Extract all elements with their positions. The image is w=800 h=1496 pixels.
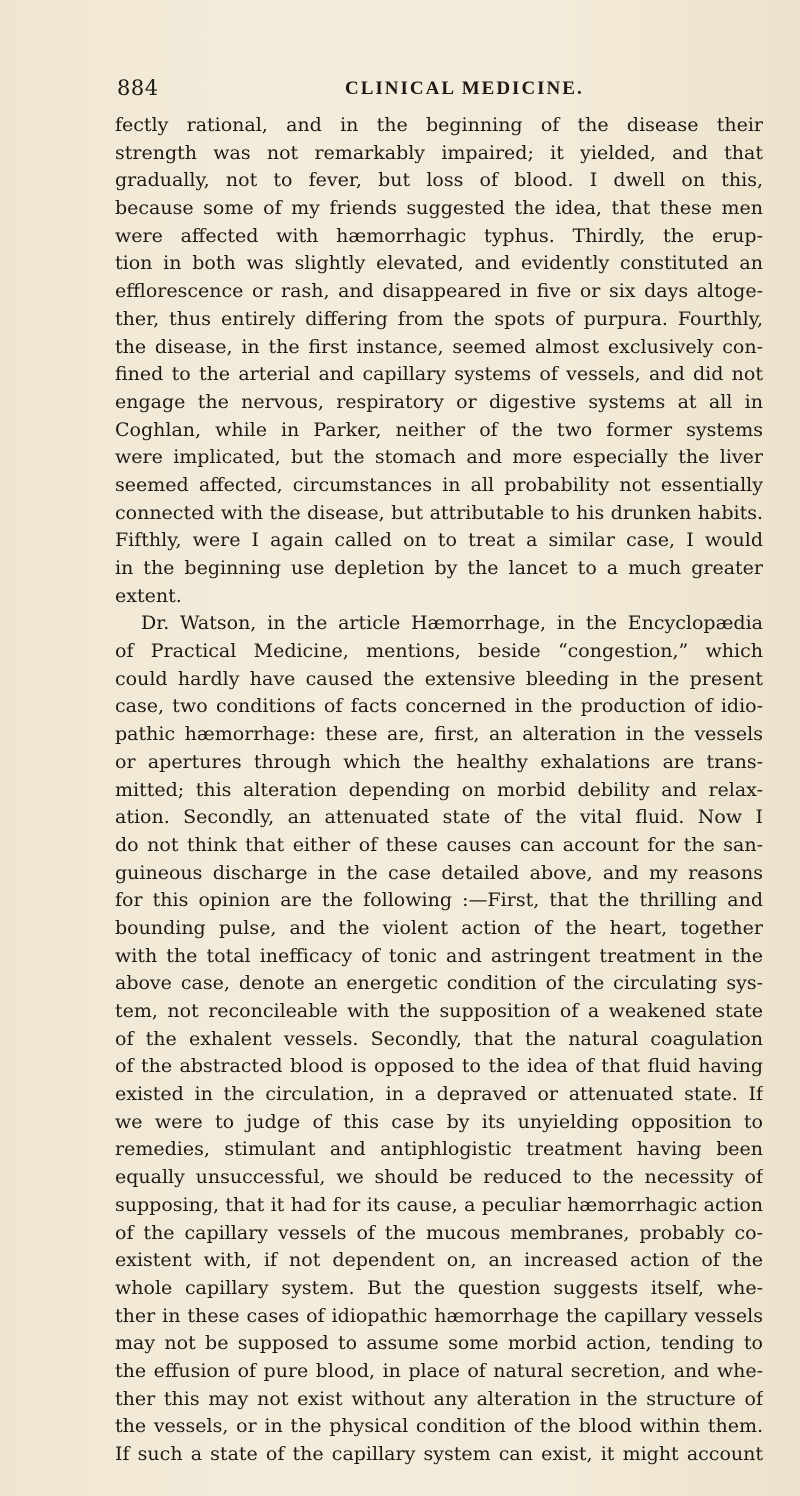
text-line: strength was not remarkably impaired; it yielded, and that xyxy=(115,141,763,164)
text-line: ther in these cases of idiopathic hæmorrhage the capillary vessels xyxy=(115,1304,763,1327)
text-line: may not be supposed to assume some morbid action, tending to xyxy=(115,1332,763,1355)
text-line: of the capillary vessels of the mucous membranes, probably co- xyxy=(115,1221,763,1244)
text-line: ther, thus entirely differing from the spots of purpura. Fourthly, xyxy=(115,307,763,330)
text-line: seemed affected, circumstances in all probability not essentially xyxy=(115,473,763,496)
running-head: CLINICAL MEDICINE. xyxy=(345,78,584,99)
text-line: mitted; this alteration depending on morbid debility and relax- xyxy=(115,778,763,801)
text-line: whole capillary system. But the question suggests itself, whe- xyxy=(115,1276,763,1299)
paragraph-start-line: Dr. Watson, in the article Hæmorrhage, in the Encyclopædia xyxy=(141,612,763,635)
text-line: of the exhalent vessels. Secondly, that the natural coagulation xyxy=(115,1027,763,1050)
text-line: remedies, stimulant and antiphlogistic treatment having been xyxy=(115,1138,763,1161)
text-line: pathic hæmorrhage: these are, first, an alteration in the vessels xyxy=(115,723,763,746)
text-line: tion in both was slightly elevated, and evidently constituted an xyxy=(115,252,763,275)
text-line: extent. xyxy=(115,584,182,607)
text-line: the disease, in the first instance, seemed almost exclusively con- xyxy=(115,335,763,358)
text-line: efflorescence or rash, and disappeared in five or six days altoge- xyxy=(115,280,763,303)
text-line: could hardly have caused the extensive bleeding in the present xyxy=(115,667,763,690)
text-line: ther this may not exist without any alteration in the structure of xyxy=(115,1387,763,1410)
text-line: in the beginning use depletion by the lancet to a much greater xyxy=(115,557,763,579)
text-line: were affected with hæmorrhagic typhus. Thirdly, the erup- xyxy=(115,224,763,247)
text-line: were implicated, but the stomach and more especially the liver xyxy=(115,446,763,469)
text-line: fectly rational, and in the beginning of the disease their xyxy=(115,114,763,136)
text-line: or apertures through which the healthy exhalations are trans- xyxy=(115,750,763,773)
page-header xyxy=(117,76,757,106)
text-line: bounding pulse, and the violent action of the heart, together xyxy=(115,916,763,939)
text-line: connected with the disease, but attributable to his drunken habits. xyxy=(115,501,763,524)
text-line: engage the nervous, respiratory or digestive systems at all in xyxy=(115,390,763,413)
text-line: of Practical Medicine, mentions, beside “congestion,” which xyxy=(115,640,763,663)
text-line: the vessels, or in the physical condition of the blood within them. xyxy=(115,1415,763,1438)
text-line: existent with, if not dependent on, an increased action of the xyxy=(115,1249,763,1272)
body-text xyxy=(115,112,763,1496)
text-line xyxy=(115,1469,763,1496)
page-number: 884 xyxy=(117,76,159,100)
text-line: of the abstracted blood is opposed to the idea of that fluid having xyxy=(115,1055,763,1078)
text-line: case, two conditions of facts concerned in the production of idio- xyxy=(115,695,763,718)
text-line: ation. Secondly, an attenuated state of the vital fluid. Now I xyxy=(115,806,763,829)
text-line: with the total inefficacy of tonic and astringent treatment in the xyxy=(115,944,763,967)
text-line: above case, denote an energetic condition of the circulating sys- xyxy=(115,972,763,995)
text-line: equally unsuccessful, we should be reduced to the necessity of xyxy=(115,1166,763,1189)
text-line: tem, not reconcileable with the supposition of a weakened state xyxy=(115,1000,763,1022)
text-line: for this opinion are the following :—First, that the thrilling and xyxy=(115,889,763,912)
text-line: Coghlan, while in Parker, neither of the two former systems xyxy=(115,418,763,441)
text-line: Fifthly, were I again called on to treat a similar case, I would xyxy=(115,529,763,552)
text-line: fined to the arterial and capillary systems of vessels, and did not xyxy=(115,363,763,386)
text-line: existed in the circulation, in a depraved or attenuated state. If xyxy=(115,1083,763,1106)
text-line: gradually, not to fever, but loss of blood. I dwell on this, xyxy=(115,169,763,192)
text-line: we were to judge of this case by its unyielding opposition to xyxy=(115,1110,763,1133)
text-line: guineous discharge in the case detailed above, and my reasons xyxy=(115,861,763,884)
text-line: If such a state of the capillary system can exist, it might account xyxy=(115,1443,763,1465)
text-line: the effusion of pure blood, in place of natural secretion, and whe- xyxy=(115,1359,763,1382)
text-line: do not think that either of these causes can account for the san- xyxy=(115,833,763,856)
text-line: because some of my friends suggested the idea, that these men xyxy=(115,197,763,220)
text-line: supposing, that it had for its cause, a peculiar hæmorrhagic action xyxy=(115,1193,763,1216)
